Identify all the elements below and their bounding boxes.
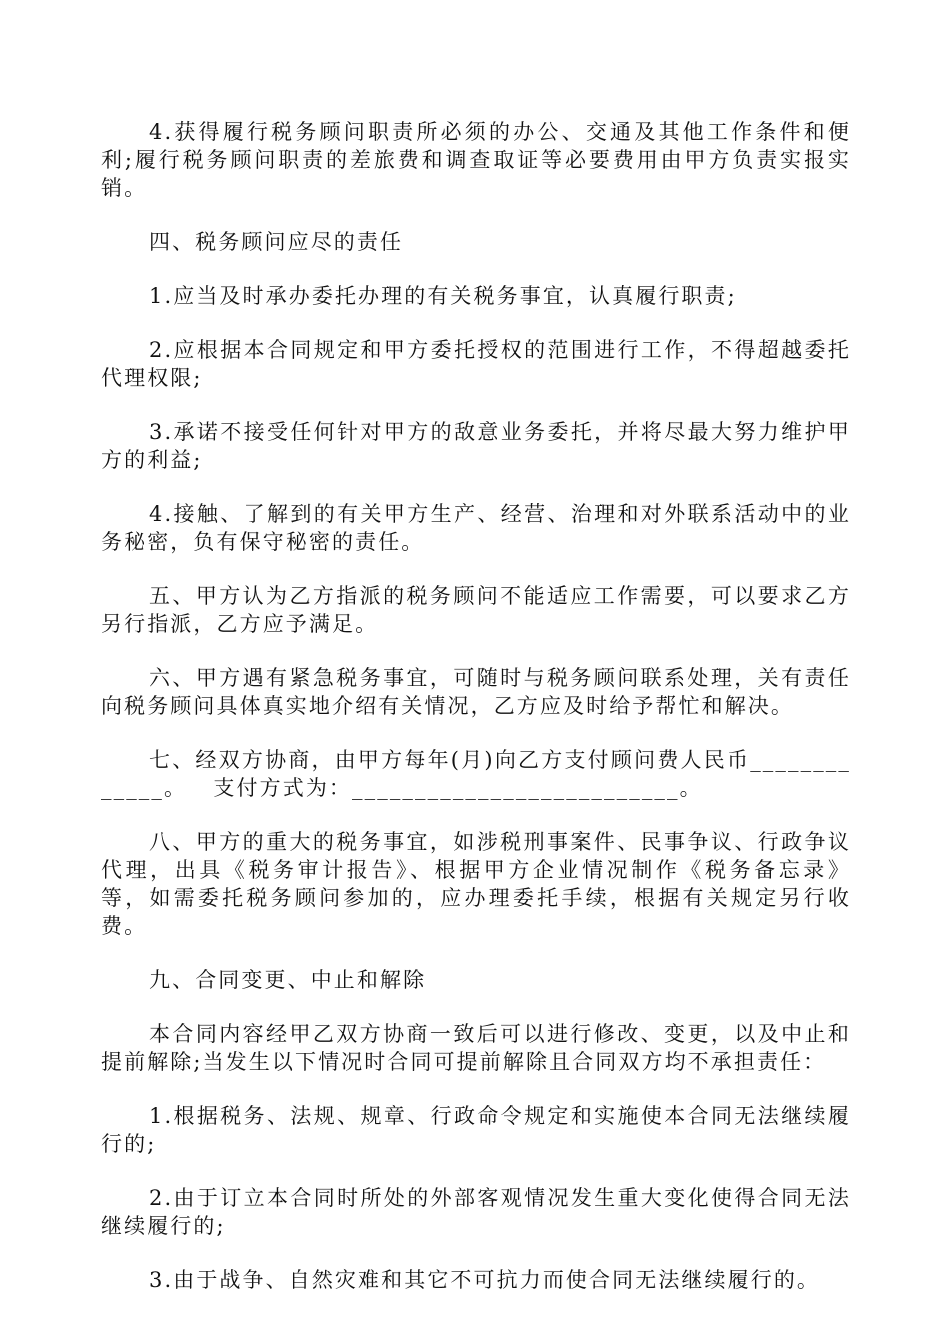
paragraph-termination-3: 3.由于战争、自然灾难和其它不可抗力而使合同无法继续履行的。 — [149, 1268, 821, 1292]
section-5: 五、甲方认为乙方指派的税务顾问不能适应工作需要，可以要求乙方另行指派，乙方应予满足。 — [101, 584, 851, 636]
paragraph-duty-2: 2.应根据本合同规定和甲方委托授权的范围进行工作，不得超越委托代理权限; — [101, 338, 851, 390]
paragraph-duty-3: 3.承诺不接受任何针对甲方的敌意业务委托，并将尽最大努力维护甲方的利益; — [101, 420, 851, 472]
paragraph-item-4-conditions: 4.获得履行税务顾问职责所必须的办公、交通及其他工作条件和便利;履行税务顾问职责的差旅费和调查取证等必要费用由甲方负责实报实销。 — [101, 120, 851, 200]
paragraph-termination-1: 1.根据税务、法规、规章、行政命令规定和实施使本合同无法继续履行的; — [101, 1104, 851, 1156]
paragraph-duty-4: 4.接触、了解到的有关甲方生产、经营、治理和对外联系活动中的业务秘密，负有保守秘密的责任。 — [101, 502, 851, 554]
paragraph-contract-change: 本合同内容经甲乙双方协商一致后可以进行修改、变更，以及中止和提前解除;当发生以下情况时合同可提前解除且合同双方均不承担责任： — [101, 1022, 851, 1074]
paragraph-duty-1: 1.应当及时承办委托办理的有关税务事宜，认真履行职责; — [149, 284, 737, 308]
section-7-fee: 七、经双方协商，由甲方每年(月)向乙方支付顾问费人民币_____________。 支付方式为：__________________________。 — [101, 748, 851, 800]
section-heading-4: 四、税务顾问应尽的责任 — [149, 230, 404, 254]
document-body — [101, 118, 851, 1320]
section-8: 八、甲方的重大的税务事宜，如涉税刑事案件、民事争议、行政争议代理，出具《税务审计报告》、根据甲方企业情况制作《税务备忘录》等，如需委托税务顾问参加的，应办理委托手续，根据有关规定另行收费。 — [101, 830, 851, 938]
section-heading-9: 九、合同变更、中止和解除 — [149, 968, 427, 992]
section-6: 六、甲方遇有紧急税务事宜，可随时与税务顾问联系处理，关有责任向税务顾问具体真实地介绍有关情况，乙方应及时给予帮忙和解决。 — [101, 666, 851, 718]
paragraph-termination-2: 2.由于订立本合同时所处的外部客观情况发生重大变化使得合同无法继续履行的; — [101, 1186, 851, 1238]
